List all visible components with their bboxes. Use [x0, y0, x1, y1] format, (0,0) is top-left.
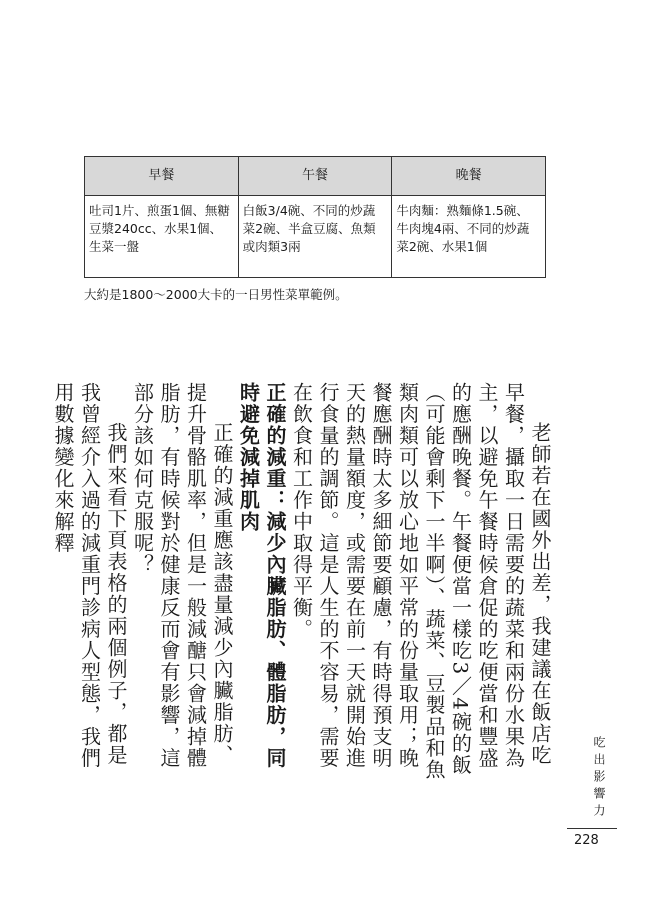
paragraph-correct-weight-loss: 正確的減重應該盡量減少內臟脂肪、提升骨骼肌率，但是一般減醣只會減掉體脂肪，有時候對於健康反而會有影響，這部分該如何克服呢？ [130, 382, 234, 769]
cell-lunch: 白飯3/4碗、不同的炒蔬菜2碗、半盒豆腐、魚類或肉類3兩 [238, 196, 392, 278]
meal-plan-table [84, 156, 546, 278]
cell-dinner: 牛肉麵：熟麵條1.5碗、牛肉塊4兩、不同的炒蔬菜2碗、水果1個 [392, 196, 546, 278]
header-dinner: 晚餐 [392, 157, 546, 196]
cell-breakfast: 吐司1片、煎蛋1個、無糖豆漿240cc、水果1個、生菜一盤 [85, 196, 239, 278]
paragraph-examples: 我們來看下頁表格的兩個例子，都是我曾經介入過的減重門診病人型態，我們用數據變化來解釋 [51, 382, 128, 769]
section-heading: 正確的減重：減少內臟脂肪、體脂肪，同時避免減掉肌肉 [236, 382, 287, 769]
page-number: 228 [574, 833, 599, 848]
footer-divider [567, 828, 617, 829]
header-breakfast: 早餐 [85, 157, 239, 196]
header-lunch: 午餐 [238, 157, 392, 196]
running-title: 吃出影響力 [592, 736, 606, 821]
table-caption: 大約是1800～2000大卡的一日男性菜單範例。 [84, 287, 348, 302]
paragraph-travel-meals: 老師若在國外出差，我建議在飯店吃早餐，攝取一日需要的蔬菜和兩份水果為主，以避免午餐時候倉促的吃便當和豐盛的應酬晚餐。午餐便當一樣吃3／4碗的飯（可能會剩下一半啊）、蔬菜、豆製品和魚類肉類可以放心地如平常的份量取用；晚餐應酬時太多細節要顧慮，有時得預支明天的熱量額度，或需要在前一天就開始進行食量的調節。這是人生的不容易，需要在飲食和工作中取得平衡。 [289, 382, 552, 781]
table-row [85, 196, 546, 278]
body-text [50, 382, 554, 782]
table-header-row [85, 157, 546, 196]
